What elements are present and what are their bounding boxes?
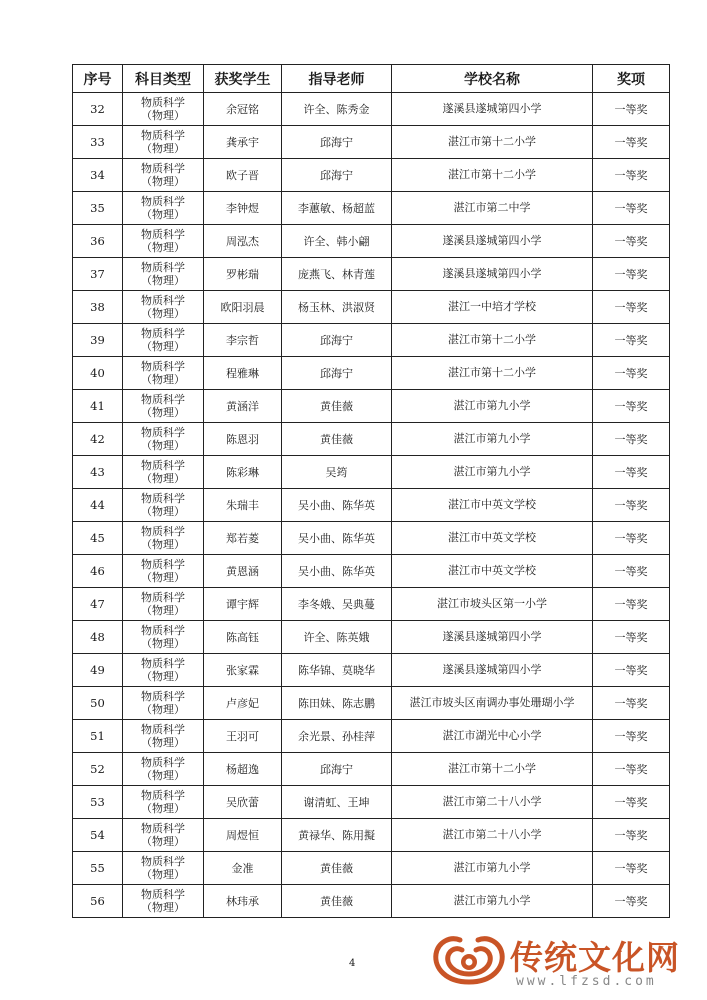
cell-school: 湛江市第九小学 [392, 456, 593, 489]
page-number: 4 [349, 958, 356, 969]
awards-table [72, 64, 670, 918]
cell-subject [123, 225, 204, 258]
cell-award: 一等奖 [593, 522, 670, 555]
table-row [73, 258, 670, 291]
subject-line-2: （物理） [141, 340, 185, 353]
cell-teacher: 许全、韩小翩 [282, 225, 392, 258]
subject-line-1: 物质科学 [141, 525, 185, 538]
subject-line-2: （物理） [141, 604, 185, 617]
cell-award: 一等奖 [593, 357, 670, 390]
cell-teacher: 黄佳薇 [282, 423, 392, 456]
table-row [73, 324, 670, 357]
subject-line-1: 物质科学 [141, 360, 185, 373]
table-row [73, 555, 670, 588]
cell-student: 谭宇辉 [204, 588, 282, 621]
cell-teacher: 陈田妹、陈志鹏 [282, 687, 392, 720]
subject-line-2: （物理） [141, 505, 185, 518]
cell-student: 陈彩琳 [204, 456, 282, 489]
cell-student: 李宗哲 [204, 324, 282, 357]
cell-student: 金准 [204, 852, 282, 885]
cell-seq: 37 [73, 258, 123, 291]
cell-teacher: 邱海宁 [282, 753, 392, 786]
cell-school: 湛江市第九小学 [392, 885, 593, 918]
cell-student: 吴欣蕾 [204, 786, 282, 819]
cell-student: 郑若菱 [204, 522, 282, 555]
subject-line-2: （物理） [141, 637, 185, 650]
cell-school: 遂溪县遂城第四小学 [392, 225, 593, 258]
cell-school: 湛江市湖光中心小学 [392, 720, 593, 753]
cell-award: 一等奖 [593, 192, 670, 225]
subject-line-2: （物理） [141, 373, 185, 386]
subject-line-1: 物质科学 [141, 789, 185, 802]
cell-subject [123, 819, 204, 852]
cell-teacher: 吴小曲、陈华英 [282, 522, 392, 555]
cell-award: 一等奖 [593, 390, 670, 423]
cell-school: 湛江市第九小学 [392, 852, 593, 885]
table-row [73, 291, 670, 324]
cell-teacher: 邱海宁 [282, 357, 392, 390]
cell-school: 湛江市第九小学 [392, 390, 593, 423]
subject-line-2: （物理） [141, 571, 185, 584]
cell-student: 卢彦妃 [204, 687, 282, 720]
subject-line-1: 物质科学 [141, 294, 185, 307]
cell-student: 张家霖 [204, 654, 282, 687]
table-row [73, 621, 670, 654]
cell-award: 一等奖 [593, 753, 670, 786]
header-school: 学校名称 [392, 65, 593, 93]
cell-school: 湛江市第十二小学 [392, 357, 593, 390]
cell-seq: 51 [73, 720, 123, 753]
cell-subject [123, 522, 204, 555]
table-header-row [73, 65, 670, 93]
cell-school: 湛江市坡头区南调办事处珊瑚小学 [392, 687, 593, 720]
cell-subject [123, 885, 204, 918]
table-row [73, 390, 670, 423]
cell-award: 一等奖 [593, 687, 670, 720]
cell-school: 遂溪县遂城第四小学 [392, 93, 593, 126]
cell-teacher: 庞燕飞、林青莲 [282, 258, 392, 291]
cell-seq: 53 [73, 786, 123, 819]
cell-seq: 54 [73, 819, 123, 852]
header-subject: 科目类型 [123, 65, 204, 93]
cell-teacher: 黄佳薇 [282, 390, 392, 423]
cell-subject [123, 324, 204, 357]
cell-teacher: 邱海宁 [282, 324, 392, 357]
subject-line-1: 物质科学 [141, 756, 185, 769]
subject-line-2: （物理） [141, 241, 185, 254]
watermark-text: 传统文化网 [510, 938, 680, 977]
header-student: 获奖学生 [204, 65, 282, 93]
table-row [73, 159, 670, 192]
cell-school: 遂溪县遂城第四小学 [392, 654, 593, 687]
cell-student: 王羽可 [204, 720, 282, 753]
subject-line-2: （物理） [141, 802, 185, 815]
cell-teacher: 吴小曲、陈华英 [282, 489, 392, 522]
subject-line-2: （物理） [141, 769, 185, 782]
cell-award: 一等奖 [593, 159, 670, 192]
cell-teacher: 吴小曲、陈华英 [282, 555, 392, 588]
subject-line-1: 物质科学 [141, 459, 185, 472]
table-row [73, 687, 670, 720]
cell-subject [123, 555, 204, 588]
cell-subject [123, 588, 204, 621]
cell-subject [123, 126, 204, 159]
subject-line-2: （物理） [141, 175, 185, 188]
cell-student: 朱瑞丰 [204, 489, 282, 522]
swirl-logo-icon [424, 928, 514, 992]
cell-award: 一等奖 [593, 489, 670, 522]
subject-line-1: 物质科学 [141, 822, 185, 835]
cell-subject [123, 357, 204, 390]
subject-line-1: 物质科学 [141, 327, 185, 340]
cell-seq: 55 [73, 852, 123, 885]
table-row [73, 225, 670, 258]
cell-teacher: 吴筠 [282, 456, 392, 489]
table-row [73, 885, 670, 918]
cell-award: 一等奖 [593, 423, 670, 456]
cell-seq: 34 [73, 159, 123, 192]
cell-student: 陈恩羽 [204, 423, 282, 456]
cell-award: 一等奖 [593, 93, 670, 126]
cell-subject [123, 786, 204, 819]
table-row [73, 852, 670, 885]
cell-teacher: 杨玉林、洪淑贤 [282, 291, 392, 324]
subject-line-1: 物质科学 [141, 558, 185, 571]
cell-school: 湛江市第二中学 [392, 192, 593, 225]
header-teacher: 指导老师 [282, 65, 392, 93]
cell-teacher: 黄佳薇 [282, 852, 392, 885]
cell-student: 周泓杰 [204, 225, 282, 258]
subject-line-2: （物理） [141, 736, 185, 749]
cell-subject [123, 423, 204, 456]
table-row [73, 786, 670, 819]
cell-teacher: 谢清虹、王坤 [282, 786, 392, 819]
cell-subject [123, 720, 204, 753]
cell-school: 遂溪县遂城第四小学 [392, 258, 593, 291]
table-row [73, 753, 670, 786]
cell-school: 湛江市中英文学校 [392, 489, 593, 522]
cell-seq: 56 [73, 885, 123, 918]
cell-seq: 40 [73, 357, 123, 390]
cell-school: 湛江市中英文学校 [392, 522, 593, 555]
cell-student: 龚承宇 [204, 126, 282, 159]
cell-subject [123, 687, 204, 720]
header-seq: 序号 [73, 65, 123, 93]
subject-line-1: 物质科学 [141, 591, 185, 604]
cell-seq: 33 [73, 126, 123, 159]
subject-line-2: （物理） [141, 670, 185, 683]
cell-award: 一等奖 [593, 654, 670, 687]
cell-award: 一等奖 [593, 588, 670, 621]
cell-school: 湛江市坡头区第一小学 [392, 588, 593, 621]
cell-school: 湛江市第十二小学 [392, 159, 593, 192]
subject-line-1: 物质科学 [141, 393, 185, 406]
cell-student: 欧阳羽晨 [204, 291, 282, 324]
cell-seq: 32 [73, 93, 123, 126]
cell-school: 湛江一中培才学校 [392, 291, 593, 324]
subject-line-1: 物质科学 [141, 261, 185, 274]
cell-student: 周煜恒 [204, 819, 282, 852]
cell-award: 一等奖 [593, 126, 670, 159]
cell-subject [123, 390, 204, 423]
cell-student: 程雅琳 [204, 357, 282, 390]
cell-school: 湛江市第十二小学 [392, 753, 593, 786]
cell-seq: 49 [73, 654, 123, 687]
subject-line-1: 物质科学 [141, 855, 185, 868]
cell-award: 一等奖 [593, 456, 670, 489]
cell-student: 黄涵洋 [204, 390, 282, 423]
cell-award: 一等奖 [593, 621, 670, 654]
cell-teacher: 黄佳薇 [282, 885, 392, 918]
cell-seq: 48 [73, 621, 123, 654]
watermark-url: www.lfzsd.com [516, 974, 657, 989]
cell-award: 一等奖 [593, 258, 670, 291]
table-row [73, 423, 670, 456]
cell-teacher: 陈华锦、莫晓华 [282, 654, 392, 687]
cell-award: 一等奖 [593, 291, 670, 324]
cell-seq: 43 [73, 456, 123, 489]
cell-student: 欧子晋 [204, 159, 282, 192]
subject-line-2: （物理） [141, 868, 185, 881]
cell-award: 一等奖 [593, 555, 670, 588]
cell-subject [123, 753, 204, 786]
cell-student: 陈高钰 [204, 621, 282, 654]
cell-award: 一等奖 [593, 786, 670, 819]
table-row [73, 192, 670, 225]
subject-line-1: 物质科学 [141, 96, 185, 109]
subject-line-2: （物理） [141, 835, 185, 848]
cell-award: 一等奖 [593, 885, 670, 918]
cell-subject [123, 159, 204, 192]
cell-award: 一等奖 [593, 225, 670, 258]
cell-seq: 35 [73, 192, 123, 225]
subject-line-2: （物理） [141, 208, 185, 221]
subject-line-2: （物理） [141, 703, 185, 716]
cell-subject [123, 654, 204, 687]
cell-teacher: 李冬娥、吴典蔓 [282, 588, 392, 621]
cell-seq: 52 [73, 753, 123, 786]
subject-line-1: 物质科学 [141, 624, 185, 637]
cell-school: 湛江市第九小学 [392, 423, 593, 456]
table-body [73, 93, 670, 918]
cell-subject [123, 621, 204, 654]
cell-student: 李钟煜 [204, 192, 282, 225]
cell-subject [123, 258, 204, 291]
cell-school: 遂溪县遂城第四小学 [392, 621, 593, 654]
table-row [73, 93, 670, 126]
cell-school: 湛江市第十二小学 [392, 126, 593, 159]
subject-line-2: （物理） [141, 307, 185, 320]
subject-line-2: （物理） [141, 439, 185, 452]
subject-line-1: 物质科学 [141, 690, 185, 703]
table-row [73, 126, 670, 159]
subject-line-2: （物理） [141, 901, 185, 914]
cell-subject [123, 852, 204, 885]
table-row [73, 456, 670, 489]
cell-student: 林玮承 [204, 885, 282, 918]
cell-seq: 50 [73, 687, 123, 720]
cell-subject [123, 456, 204, 489]
subject-line-2: （物理） [141, 274, 185, 287]
cell-seq: 44 [73, 489, 123, 522]
subject-line-1: 物质科学 [141, 492, 185, 505]
subject-line-1: 物质科学 [141, 723, 185, 736]
table-row [73, 522, 670, 555]
cell-seq: 38 [73, 291, 123, 324]
cell-seq: 42 [73, 423, 123, 456]
table-row [73, 489, 670, 522]
subject-line-1: 物质科学 [141, 195, 185, 208]
cell-subject [123, 93, 204, 126]
cell-student: 罗彬瑞 [204, 258, 282, 291]
cell-school: 湛江市第十二小学 [392, 324, 593, 357]
cell-teacher: 黄禄华、陈用擬 [282, 819, 392, 852]
cell-seq: 41 [73, 390, 123, 423]
cell-award: 一等奖 [593, 720, 670, 753]
cell-teacher: 邱海宁 [282, 126, 392, 159]
cell-teacher: 许全、陈英娥 [282, 621, 392, 654]
subject-line-1: 物质科学 [141, 888, 185, 901]
cell-student: 杨超逸 [204, 753, 282, 786]
header-award: 奖项 [593, 65, 670, 93]
subject-line-2: （物理） [141, 142, 185, 155]
cell-award: 一等奖 [593, 819, 670, 852]
cell-seq: 36 [73, 225, 123, 258]
cell-subject [123, 489, 204, 522]
cell-school: 湛江市第二十八小学 [392, 786, 593, 819]
cell-subject [123, 192, 204, 225]
subject-line-2: （物理） [141, 472, 185, 485]
table-row [73, 357, 670, 390]
cell-subject [123, 291, 204, 324]
subject-line-1: 物质科学 [141, 426, 185, 439]
table-row [73, 588, 670, 621]
subject-line-1: 物质科学 [141, 228, 185, 241]
subject-line-2: （物理） [141, 109, 185, 122]
cell-student: 余冠铭 [204, 93, 282, 126]
table-row [73, 720, 670, 753]
cell-teacher: 许全、陈秀金 [282, 93, 392, 126]
cell-award: 一等奖 [593, 852, 670, 885]
cell-teacher: 李蕙敏、杨超蓝 [282, 192, 392, 225]
subject-line-2: （物理） [141, 538, 185, 551]
cell-seq: 39 [73, 324, 123, 357]
cell-seq: 45 [73, 522, 123, 555]
cell-seq: 47 [73, 588, 123, 621]
cell-school: 湛江市第二十八小学 [392, 819, 593, 852]
table-row [73, 654, 670, 687]
subject-line-1: 物质科学 [141, 129, 185, 142]
cell-school: 湛江市中英文学校 [392, 555, 593, 588]
watermark [424, 928, 704, 998]
subject-line-2: （物理） [141, 406, 185, 419]
subject-line-1: 物质科学 [141, 162, 185, 175]
cell-student: 黄恩涵 [204, 555, 282, 588]
cell-seq: 46 [73, 555, 123, 588]
cell-teacher: 余光景、孙桂萍 [282, 720, 392, 753]
table-row [73, 819, 670, 852]
cell-award: 一等奖 [593, 324, 670, 357]
subject-line-1: 物质科学 [141, 657, 185, 670]
cell-teacher: 邱海宁 [282, 159, 392, 192]
